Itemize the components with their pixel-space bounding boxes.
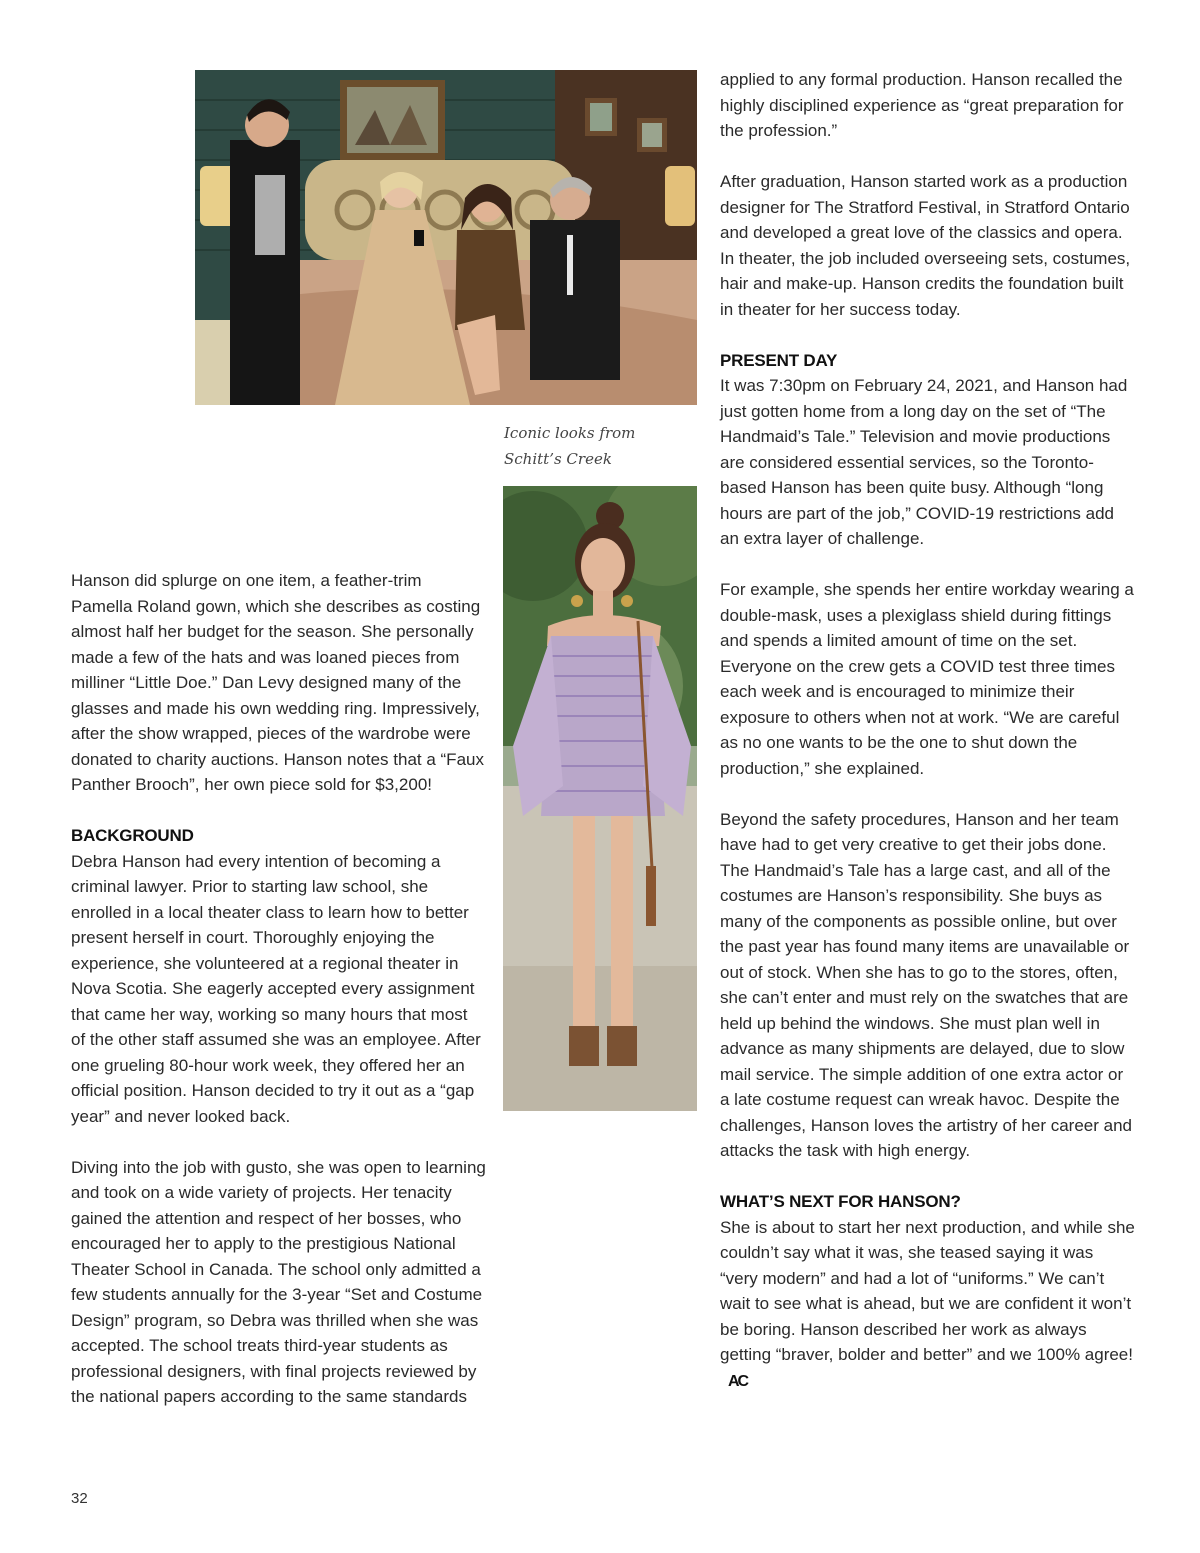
- woman-in-dress-photo: [503, 486, 697, 1111]
- paragraph: Diving into the job with gusto, she was open to learning and took on a wide variety of projects. Her tenacity gained the attention and respect of her bosses, who encouraged her to apply to the prestigious National Theater School in Canada. The school only admitted a few students annually for the 3-year “Set and Costume Design” program, so Debra was thrilled when she was accepted. The school treats third-year students as professional designers, with final projects reviewed by the national papers according to the same standards: [71, 1157, 486, 1406]
- photo-caption: [504, 420, 694, 472]
- section-heading-whats-next: WHAT’S NEXT FOR HANSON?: [720, 1192, 961, 1211]
- paragraph: Debra Hanson had every intention of becoming a criminal lawyer. Prior to starting law school, she enrolled in a local theater class to learn how to better present herself in court. Thoroughly enjoying the experience, she volunteered at a regional theater in Nova Scotia. She eagerly accepted every assignment that came her way, working so many hours that most of the other staff assumed she was an employee. After one grueling 80-hour work week, they offered her an official position. Hanson decided to try it out as a “gap year” and never looked back.: [71, 851, 481, 1126]
- paragraph: Hanson did splurge on one item, a feather-trim Pamella Roland gown, which she describes as costing almost half her budget for the season. She personally made a few of the hats and was loaned pieces from milliner “Little Doe.” Dan Levy designed many of the glasses and made his own wedding ring. Impressively, after the show wrapped, pieces of the wardrobe were donated to charity auctions. Hanson notes that a “Faux Panther Brooch”, her own piece sold for $3,200!: [71, 571, 484, 794]
- article-column-left: [71, 568, 486, 1410]
- paragraph: It was 7:30pm on February 24, 2021, and Hanson had just gotten home from a long day on the set of “The Handmaid’s Tale.” Television and movie productions are considered essential services, so the Toronto-based Hanson has been quite busy. Although “long hours are part of the job,” COVID-19 restrictions add an extra layer of challenge.: [720, 376, 1128, 548]
- article-column-right: [720, 67, 1135, 1394]
- group-scene-photo: [195, 70, 697, 405]
- page-number: 32: [71, 1490, 88, 1507]
- paragraph: applied to any formal production. Hanson recalled the highly disciplined experience as “great preparation for the profession.”: [720, 70, 1124, 140]
- paragraph-final: [720, 1215, 1135, 1395]
- paragraph: After graduation, Hanson started work as a production designer for The Stratford Festival, in Stratford Ontario and developed a great love of the classics and opera. In theater, the job included overseeing sets, costumes, hair and make-up. Hanson credits the foundation built in theater for her success today.: [720, 172, 1131, 319]
- section-heading-present-day: PRESENT DAY: [720, 350, 838, 370]
- end-mark-logo: AC: [728, 1372, 748, 1390]
- paragraph: For example, she spends her entire workday wearing a double-mask, uses a plexiglass shield during fittings and spends a limited amount of time on the set. Everyone on the crew gets a COVID test three times each week and is encouraged to minimize their exposure to others when not at work. “We are careful as no one wants to be the one to shut down the production,” she explained.: [720, 580, 1134, 778]
- caption-line-1: Iconic looks from: [504, 424, 636, 442]
- paragraph-final-text: She is about to start her next production, and while she couldn’t say what it was, she teased saying it was “very modern” and had a lot of “uniforms.” We can’t wait to see what is ahead, but we are confident it won’t be boring. Hanson described her work as always getting “braver, bolder and better” and we 100% agree!: [720, 1217, 1135, 1364]
- section-heading-background: BACKGROUND: [71, 826, 194, 845]
- caption-line-2: Schitt’s Creek: [504, 450, 612, 468]
- paragraph: Beyond the safety procedures, Hanson and her team have had to get very creative to get their jobs done. The Handmaid’s Tale has a large cast, and all of the costumes are Hanson’s responsibility. She buys as many of the components as possible online, but over the past year has found many items are unavailable or out of stock. When she has to go to the stores, often, she can’t enter and must rely on the swatches that are held up behind the windows. She must plan well in advance as many shipments are delayed, due to slow mail service. The simple addition of one extra actor or a late costume request can wreak havoc. Despite the challenges, Hanson loves the artistry of her career and attacks the task with high energy.: [720, 809, 1133, 1160]
